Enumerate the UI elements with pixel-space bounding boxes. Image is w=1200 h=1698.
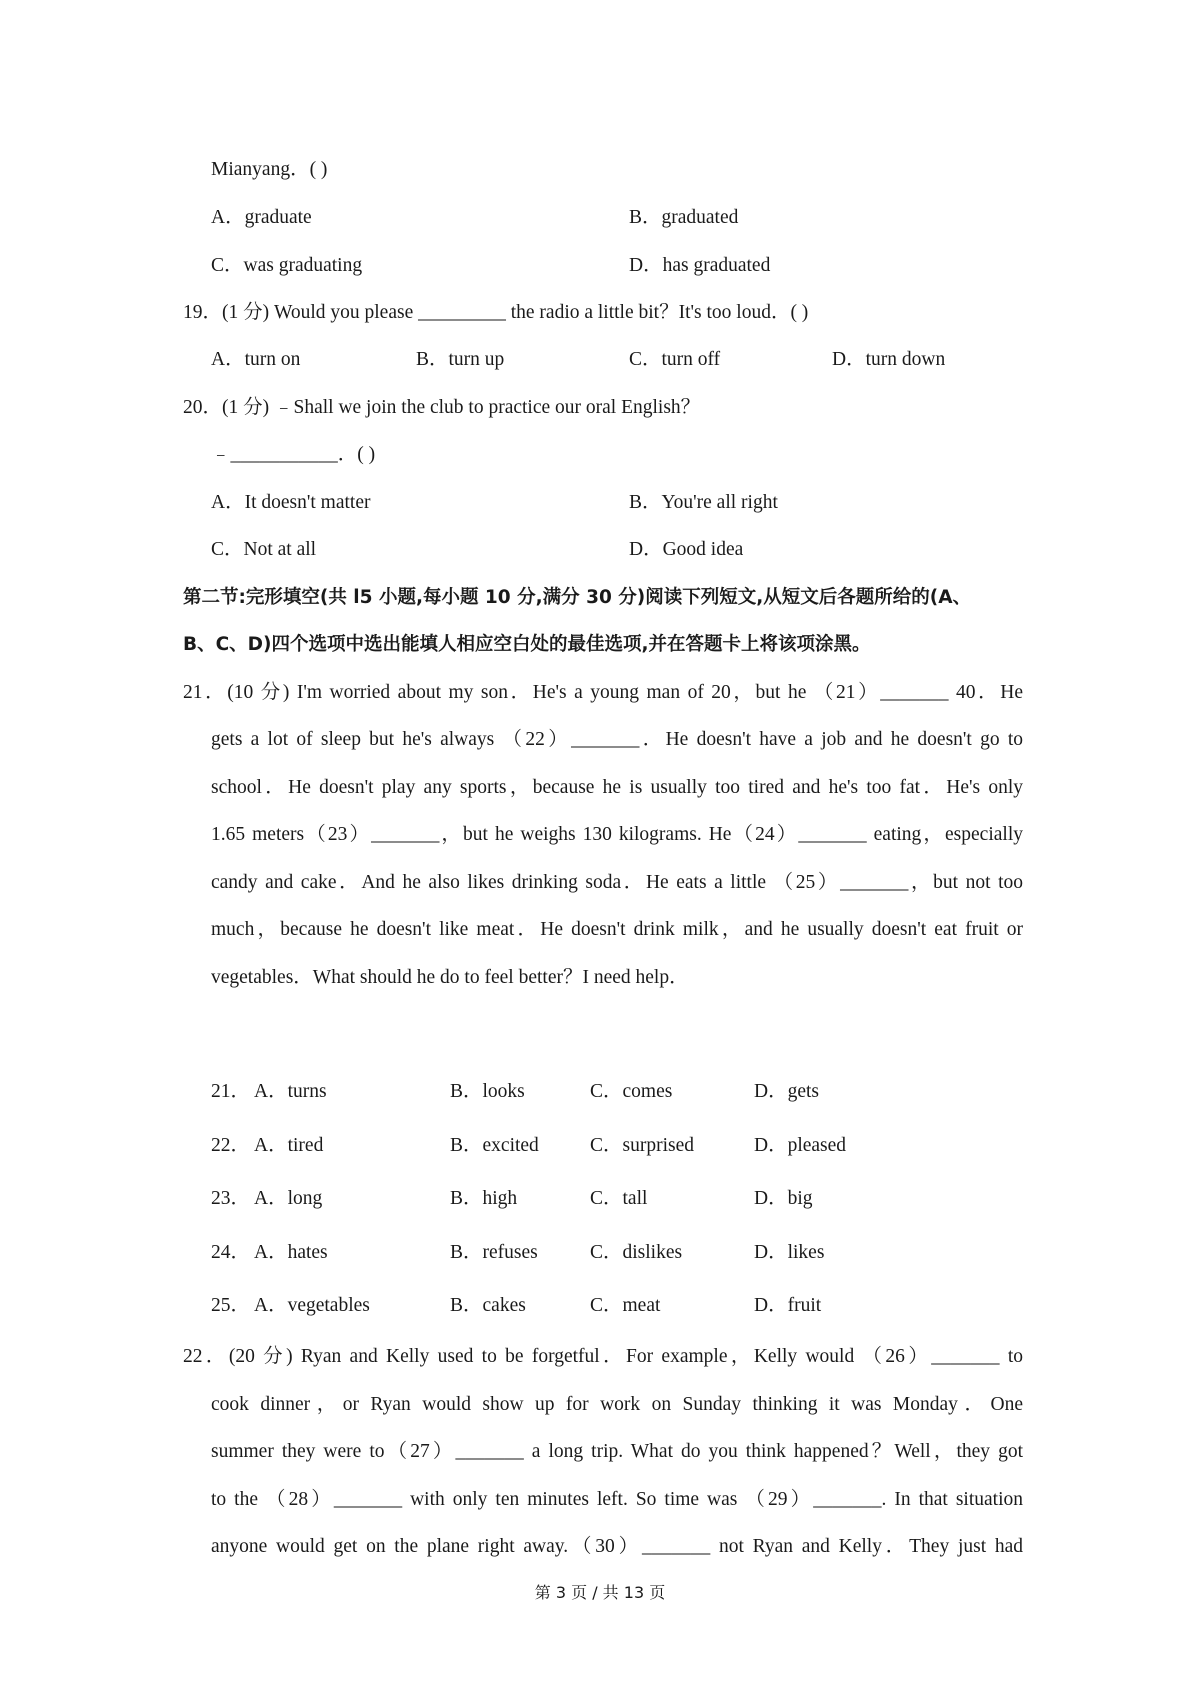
- choice-b: B．cakes: [450, 1295, 526, 1316]
- choice-a: A．turns: [254, 1081, 327, 1102]
- choice-d: D．big: [754, 1188, 813, 1209]
- choice-b: B．looks: [450, 1081, 525, 1102]
- q20-option-a: A．It doesn't matter: [211, 492, 371, 513]
- choice-b: B．refuses: [450, 1242, 538, 1263]
- q19-option-a: A．turn on: [211, 349, 301, 370]
- q19-option-d: D．turn down: [832, 349, 946, 370]
- choice-c: C．tall: [590, 1188, 648, 1209]
- choice-number: 22．: [211, 1135, 251, 1156]
- choice-c: C．dislikes: [590, 1242, 683, 1263]
- choice-number: 21．: [211, 1081, 251, 1102]
- choice-c: C．meat: [590, 1295, 661, 1316]
- q21-passage-line-6: much，because he doesn't like meat．He doesn't drink milk，and he usually doesn't eat fruit or: [211, 919, 1023, 940]
- q20-option-b: B．You're all right: [629, 492, 778, 513]
- section2-heading-line2: B、C、D)四个选项中选出能填人相应空白处的最佳选项,并在答题卡上将该项涂黑。: [183, 634, 871, 655]
- q19-stem: 19．(1 分) Would you please _________ the radio a little bit？It's too loud．( ): [183, 302, 809, 323]
- section2-heading-line1: 第二节:完形填空(共 l5 小题,每小题 10 分,满分 30 分)阅读下列短文,从短文后各题所给的(A、: [183, 587, 972, 608]
- page-number-footer: 第 3 页 / 共 13 页: [534, 1583, 666, 1602]
- q21-passage-line-1: 21．(10 分) I'm worried about my son．He's a young man of 20，but he （21）_______ 40．He: [183, 682, 1023, 703]
- choice-d: D．gets: [754, 1081, 819, 1102]
- choice-a: A．tired: [254, 1135, 324, 1156]
- q18-option-c: C．was graduating: [211, 255, 363, 276]
- q22-passage-line-2: cook dinner，or Ryan would show up for work on Sunday thinking it was Monday．One: [211, 1394, 1023, 1415]
- choice-number: 25．: [211, 1295, 251, 1316]
- q19-option-b: B．turn up: [416, 349, 505, 370]
- q18-option-b: B．graduated: [629, 207, 739, 228]
- q22-passage-line-5: anyone would get on the plane right away.（30）_______ not Ryan and Kelly．They just had: [211, 1536, 1023, 1557]
- q20-option-c: C．Not at all: [211, 539, 317, 560]
- q20-option-d: D．Good idea: [629, 539, 744, 560]
- q18-stem-tail: Mianyang．( ): [211, 159, 328, 180]
- q22-passage-line-3: summer they were to（27）_______ a long trip. What do you think happened？Well，they got: [211, 1441, 1023, 1462]
- q20-reply: ﹣___________．( ): [211, 444, 376, 465]
- q22-passage-line-4: to the （28）_______ with only ten minutes left. So time was （29）_______. In that situation: [211, 1489, 1023, 1510]
- choice-d: D．fruit: [754, 1295, 822, 1316]
- choice-d: D．likes: [754, 1242, 825, 1263]
- q21-passage-line-4: 1.65 meters（23）_______，but he weighs 130 kilograms. He（24）_______ eating，especially: [211, 824, 1023, 845]
- choice-a: A．long: [254, 1188, 323, 1209]
- choice-number: 23．: [211, 1188, 251, 1209]
- q21-passage-line-7: vegetables．What should he do to feel better？I need help．: [211, 967, 689, 988]
- choice-a: A．hates: [254, 1242, 328, 1263]
- choice-b: B．high: [450, 1188, 518, 1209]
- q20-stem: 20．(1 分) ﹣Shall we join the club to practice our oral English？: [183, 397, 701, 418]
- choice-number: 24．: [211, 1242, 251, 1263]
- choice-c: C．comes: [590, 1081, 673, 1102]
- q18-option-d: D．has graduated: [629, 255, 771, 276]
- q21-passage-line-3: school．He doesn't play any sports，because he is usually too tired and he's too fat．He's only: [211, 777, 1023, 798]
- q21-passage-line-5: candy and cake．And he also likes drinking soda．He eats a little （25）_______，but not too: [211, 872, 1023, 893]
- q21-passage-line-2: gets a lot of sleep but he's always （22）_______．He doesn't have a job and he doesn't go to: [211, 729, 1023, 750]
- q22-passage-line-1: 22．(20 分) Ryan and Kelly used to be forgetful．For example，Kelly would （26）_______ to: [183, 1346, 1023, 1367]
- q19-option-c: C．turn off: [629, 349, 721, 370]
- choice-a: A．vegetables: [254, 1295, 370, 1316]
- choice-d: D．pleased: [754, 1135, 847, 1156]
- choice-b: B．excited: [450, 1135, 539, 1156]
- choice-c: C．surprised: [590, 1135, 694, 1156]
- q18-option-a: A．graduate: [211, 207, 312, 228]
